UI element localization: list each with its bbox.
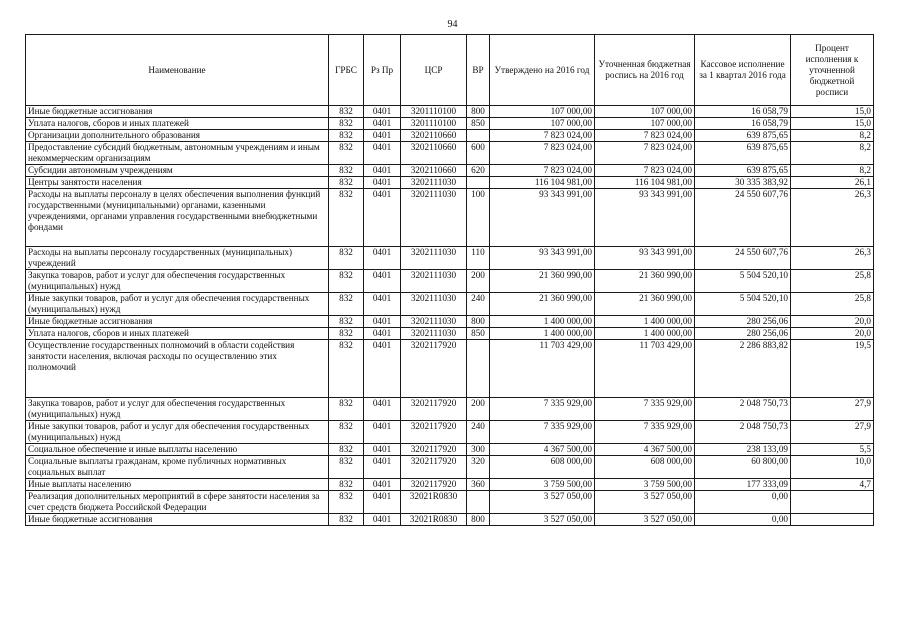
cell-csr: 3201110100 (401, 106, 467, 118)
cell-percent: 4,7 (791, 479, 874, 491)
cell-refined: 93 343 991,00 (595, 189, 695, 247)
cell-grbs: 832 (329, 421, 364, 444)
cell-grbs: 832 (329, 189, 364, 247)
cell-vr (467, 130, 490, 142)
table-row (26, 328, 874, 340)
cell-percent: 25,8 (791, 270, 874, 293)
table-row (26, 293, 874, 316)
cell-name: Реализация дополнительных мероприятий в сфере занятости населения за счет средств бюджета Российской Федерации (26, 491, 329, 514)
cell-vr: 300 (467, 444, 490, 456)
cell-rzpr: 0401 (364, 456, 401, 479)
header-vr: ВР (467, 35, 490, 106)
cell-rzpr: 0401 (364, 328, 401, 340)
cell-cash: 238 133,09 (695, 444, 791, 456)
cell-cash: 24 550 607,76 (695, 189, 791, 247)
cell-rzpr: 0401 (364, 444, 401, 456)
cell-vr: 800 (467, 316, 490, 328)
cell-csr: 3202111030 (401, 328, 467, 340)
cell-refined: 7 335 929,00 (595, 398, 695, 421)
table-row (26, 142, 874, 165)
table-row (26, 270, 874, 293)
cell-vr: 100 (467, 189, 490, 247)
table-row (26, 514, 874, 526)
cell-cash: 24 550 607,76 (695, 247, 791, 270)
cell-csr: 3202110660 (401, 130, 467, 142)
cell-vr: 360 (467, 479, 490, 491)
cell-vr: 110 (467, 247, 490, 270)
cell-approved: 11 703 429,00 (490, 340, 595, 398)
cell-vr: 200 (467, 270, 490, 293)
cell-cash: 5 504 520,10 (695, 293, 791, 316)
cell-percent: 8,2 (791, 142, 874, 165)
cell-approved: 21 360 990,00 (490, 270, 595, 293)
header-name: Наименование (26, 35, 329, 106)
cell-csr: 3202117920 (401, 398, 467, 421)
cell-approved: 107 000,00 (490, 118, 595, 130)
cell-refined: 4 367 500,00 (595, 444, 695, 456)
header-percent: Процент исполнения к уточненной бюджетной росписи (791, 35, 874, 106)
cell-cash: 639 875,65 (695, 130, 791, 142)
cell-name: Расходы на выплаты персоналу в целях обеспечения выполнения функций государственными (муниципальными) органами, казенными учреждениями, органами управления государственными внебюджетными фондами (26, 189, 329, 247)
cell-name: Организации дополнительного образования (26, 130, 329, 142)
cell-approved: 3 759 500,00 (490, 479, 595, 491)
cell-percent: 26,1 (791, 177, 874, 189)
cell-vr: 850 (467, 118, 490, 130)
cell-vr: 240 (467, 421, 490, 444)
cell-vr: 850 (467, 328, 490, 340)
table-row (26, 118, 874, 130)
table-row (26, 398, 874, 421)
cell-refined: 7 823 024,00 (595, 130, 695, 142)
cell-grbs: 832 (329, 456, 364, 479)
cell-grbs: 832 (329, 270, 364, 293)
cell-refined: 107 000,00 (595, 106, 695, 118)
cell-name: Расходы на выплаты персоналу государственных (муниципальных) учреждений (26, 247, 329, 270)
cell-percent: 26,3 (791, 247, 874, 270)
cell-refined: 3 759 500,00 (595, 479, 695, 491)
cell-approved: 21 360 990,00 (490, 293, 595, 316)
cell-approved: 1 400 000,00 (490, 328, 595, 340)
cell-rzpr: 0401 (364, 270, 401, 293)
cell-rzpr: 0401 (364, 479, 401, 491)
cell-rzpr: 0401 (364, 189, 401, 247)
cell-name: Иные бюджетные ассигнования (26, 514, 329, 526)
cell-csr: 3202111030 (401, 247, 467, 270)
cell-rzpr: 0401 (364, 118, 401, 130)
cell-name: Иные закупки товаров, работ и услуг для обеспечения государственных (муниципальных) нужд (26, 293, 329, 316)
cell-csr: 3202111030 (401, 316, 467, 328)
cell-percent: 15,0 (791, 106, 874, 118)
cell-percent: 5,5 (791, 444, 874, 456)
cell-percent: 25,8 (791, 293, 874, 316)
cell-csr: 3202111030 (401, 189, 467, 247)
cell-cash: 280 256,06 (695, 328, 791, 340)
cell-rzpr: 0401 (364, 106, 401, 118)
table-row (26, 444, 874, 456)
cell-csr: 3202111030 (401, 293, 467, 316)
cell-vr (467, 491, 490, 514)
header-grbs: ГРБС (329, 35, 364, 106)
cell-csr: 3202117920 (401, 444, 467, 456)
cell-rzpr: 0401 (364, 130, 401, 142)
cell-percent: 8,2 (791, 165, 874, 177)
cell-grbs: 832 (329, 444, 364, 456)
cell-approved: 7 823 024,00 (490, 165, 595, 177)
cell-grbs: 832 (329, 340, 364, 398)
cell-name: Иные выплаты населению (26, 479, 329, 491)
cell-grbs: 832 (329, 130, 364, 142)
cell-approved: 7 335 929,00 (490, 421, 595, 444)
cell-percent: 26,3 (791, 189, 874, 247)
cell-name: Осуществление государственных полномочий в области содействия занятости населения, включая расходы по осуществлению этих полномочий (26, 340, 329, 398)
cell-vr (467, 177, 490, 189)
cell-grbs: 832 (329, 106, 364, 118)
cell-csr: 3202110660 (401, 165, 467, 177)
cell-grbs: 832 (329, 247, 364, 270)
table-row (26, 106, 874, 118)
cell-csr: 3202117920 (401, 456, 467, 479)
cell-vr: 620 (467, 165, 490, 177)
cell-approved: 93 343 991,00 (490, 189, 595, 247)
cell-refined: 93 343 991,00 (595, 247, 695, 270)
cell-refined: 608 000,00 (595, 456, 695, 479)
cell-grbs: 832 (329, 165, 364, 177)
cell-rzpr: 0401 (364, 177, 401, 189)
cell-vr: 800 (467, 106, 490, 118)
table-body (26, 106, 874, 526)
cell-name: Закупка товаров, работ и услуг для обеспечения государственных (муниципальных) нужд (26, 398, 329, 421)
header-cash: Кассовое исполнение за 1 квартал 2016 года (695, 35, 791, 106)
cell-csr: 3202110660 (401, 142, 467, 165)
cell-rzpr: 0401 (364, 247, 401, 270)
cell-refined: 11 703 429,00 (595, 340, 695, 398)
table-row (26, 165, 874, 177)
cell-grbs: 832 (329, 316, 364, 328)
cell-name: Уплата налогов, сборов и иных платежей (26, 328, 329, 340)
cell-refined: 1 400 000,00 (595, 316, 695, 328)
cell-cash: 0,00 (695, 491, 791, 514)
header-rzpr: Рз Пр (364, 35, 401, 106)
header-row (26, 35, 874, 106)
cell-rzpr: 0401 (364, 165, 401, 177)
cell-percent: 20,0 (791, 316, 874, 328)
cell-grbs: 832 (329, 514, 364, 526)
cell-csr: 3202117920 (401, 479, 467, 491)
cell-percent: 20,0 (791, 328, 874, 340)
table-row (26, 491, 874, 514)
table-row (26, 189, 874, 247)
cell-percent (791, 491, 874, 514)
cell-refined: 21 360 990,00 (595, 293, 695, 316)
cell-cash: 60 800,00 (695, 456, 791, 479)
cell-refined: 7 335 929,00 (595, 421, 695, 444)
cell-name: Социальные выплаты гражданам, кроме публичных нормативных социальных выплат (26, 456, 329, 479)
cell-csr: 3201110100 (401, 118, 467, 130)
cell-approved: 1 400 000,00 (490, 316, 595, 328)
cell-refined: 21 360 990,00 (595, 270, 695, 293)
cell-percent (791, 514, 874, 526)
cell-cash: 639 875,65 (695, 165, 791, 177)
cell-refined: 3 527 050,00 (595, 514, 695, 526)
cell-rzpr: 0401 (364, 398, 401, 421)
cell-cash: 5 504 520,10 (695, 270, 791, 293)
cell-grbs: 832 (329, 328, 364, 340)
cell-cash: 2 286 883,82 (695, 340, 791, 398)
cell-approved: 4 367 500,00 (490, 444, 595, 456)
cell-percent: 15,0 (791, 118, 874, 130)
cell-approved: 608 000,00 (490, 456, 595, 479)
cell-name: Иные закупки товаров, работ и услуг для обеспечения государственных (муниципальных) нужд (26, 421, 329, 444)
cell-vr: 240 (467, 293, 490, 316)
cell-csr: 3202117920 (401, 340, 467, 398)
table-row (26, 421, 874, 444)
cell-percent: 27,9 (791, 398, 874, 421)
cell-grbs: 832 (329, 479, 364, 491)
cell-cash: 280 256,06 (695, 316, 791, 328)
cell-csr: 32021R0830 (401, 514, 467, 526)
cell-name: Центры занятости населения (26, 177, 329, 189)
cell-name: Предоставление субсидий бюджетным, автономным учреждениям и иным некоммерческим организациям (26, 142, 329, 165)
cell-csr: 3202117920 (401, 421, 467, 444)
cell-percent: 27,9 (791, 421, 874, 444)
cell-rzpr: 0401 (364, 421, 401, 444)
cell-approved: 7 335 929,00 (490, 398, 595, 421)
cell-vr: 200 (467, 398, 490, 421)
cell-rzpr: 0401 (364, 142, 401, 165)
table-row (26, 177, 874, 189)
cell-grbs: 832 (329, 491, 364, 514)
table-row (26, 456, 874, 479)
cell-refined: 107 000,00 (595, 118, 695, 130)
cell-vr: 600 (467, 142, 490, 165)
cell-percent: 10,0 (791, 456, 874, 479)
cell-approved: 107 000,00 (490, 106, 595, 118)
cell-grbs: 832 (329, 293, 364, 316)
cell-refined: 7 823 024,00 (595, 142, 695, 165)
cell-approved: 3 527 050,00 (490, 514, 595, 526)
cell-approved: 7 823 024,00 (490, 142, 595, 165)
cell-rzpr: 0401 (364, 514, 401, 526)
cell-cash: 0,00 (695, 514, 791, 526)
cell-refined: 3 527 050,00 (595, 491, 695, 514)
cell-rzpr: 0401 (364, 340, 401, 398)
cell-grbs: 832 (329, 177, 364, 189)
cell-percent: 8,2 (791, 130, 874, 142)
cell-cash: 16 058,79 (695, 106, 791, 118)
cell-grbs: 832 (329, 142, 364, 165)
header-approved: Утверждено на 2016 год (490, 35, 595, 106)
table-row (26, 247, 874, 270)
cell-rzpr: 0401 (364, 316, 401, 328)
table-row (26, 130, 874, 142)
budget-table (25, 34, 874, 526)
table-row (26, 316, 874, 328)
cell-refined: 7 823 024,00 (595, 165, 695, 177)
cell-grbs: 832 (329, 118, 364, 130)
cell-rzpr: 0401 (364, 293, 401, 316)
cell-name: Социальное обеспечение и иные выплаты населению (26, 444, 329, 456)
cell-cash: 2 048 750,73 (695, 421, 791, 444)
cell-refined: 1 400 000,00 (595, 328, 695, 340)
cell-vr: 320 (467, 456, 490, 479)
cell-name: Иные бюджетные ассигнования (26, 106, 329, 118)
cell-grbs: 832 (329, 398, 364, 421)
cell-csr: 32021R0830 (401, 491, 467, 514)
table-row (26, 479, 874, 491)
cell-cash: 2 048 750,73 (695, 398, 791, 421)
cell-cash: 16 058,79 (695, 118, 791, 130)
cell-percent: 19,5 (791, 340, 874, 398)
page-number: 94 (447, 19, 458, 30)
cell-vr (467, 340, 490, 398)
table-row (26, 340, 874, 398)
cell-refined: 116 104 981,00 (595, 177, 695, 189)
cell-approved: 116 104 981,00 (490, 177, 595, 189)
cell-vr: 800 (467, 514, 490, 526)
cell-cash: 30 335 383,92 (695, 177, 791, 189)
cell-approved: 93 343 991,00 (490, 247, 595, 270)
cell-cash: 177 333,09 (695, 479, 791, 491)
cell-csr: 3202111030 (401, 270, 467, 293)
cell-cash: 639 875,65 (695, 142, 791, 165)
cell-name: Закупка товаров, работ и услуг для обеспечения государственных (муниципальных) нужд (26, 270, 329, 293)
cell-name: Иные бюджетные ассигнования (26, 316, 329, 328)
header-refined: Уточненная бюджетная роспись на 2016 год (595, 35, 695, 106)
cell-approved: 7 823 024,00 (490, 130, 595, 142)
header-csr: ЦСР (401, 35, 467, 106)
cell-approved: 3 527 050,00 (490, 491, 595, 514)
cell-name: Субсидии автономным учреждениям (26, 165, 329, 177)
cell-csr: 3202111030 (401, 177, 467, 189)
cell-name: Уплата налогов, сборов и иных платежей (26, 118, 329, 130)
cell-rzpr: 0401 (364, 491, 401, 514)
